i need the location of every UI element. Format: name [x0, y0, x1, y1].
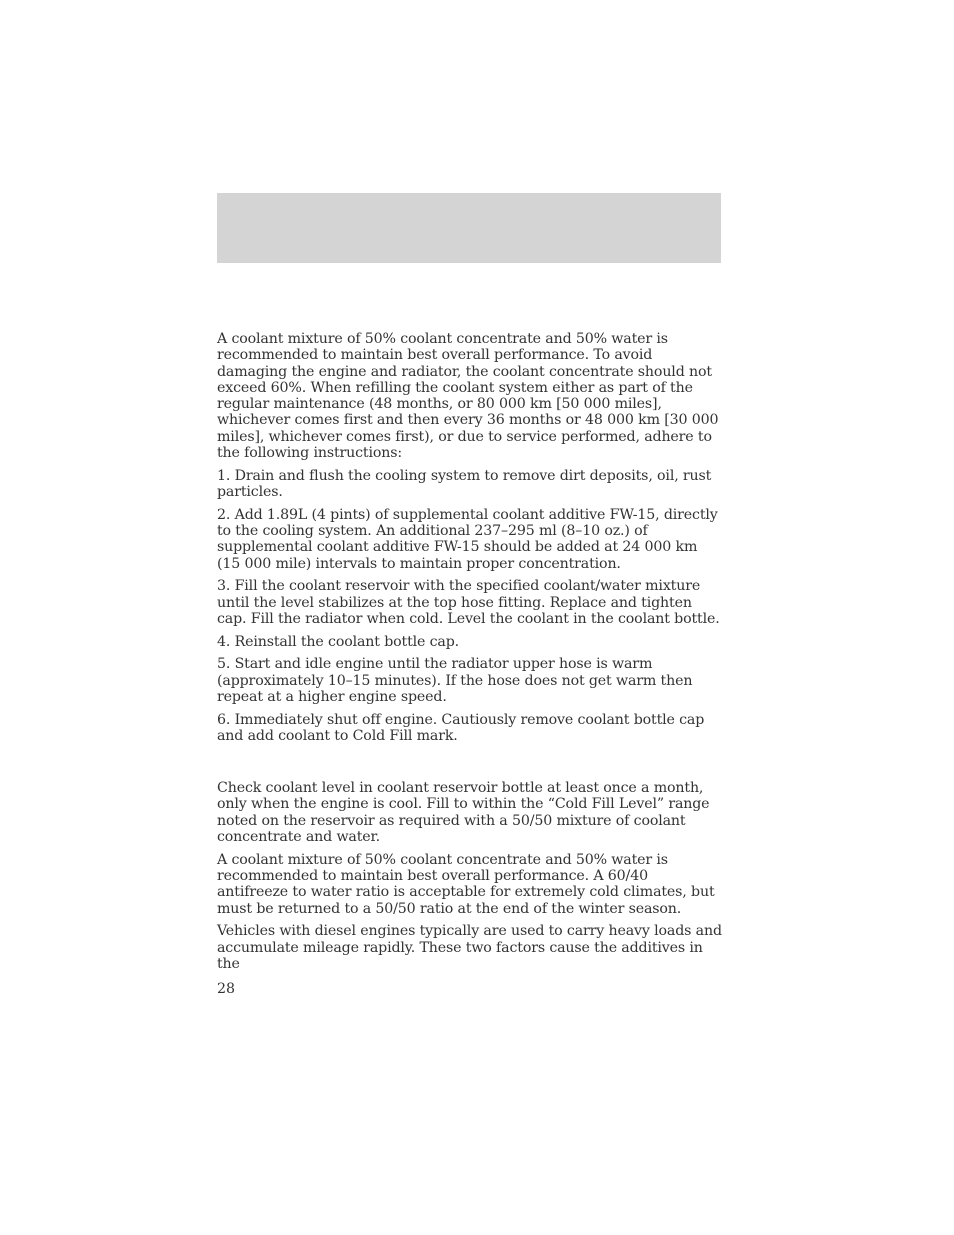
step-6-shut-off: 6. Immediately shut off engine. Cautiously remove coolant bottle cap and add coolant to Cold Fill mark. — [217, 711, 705, 744]
body-text — [217, 331, 723, 979]
step-2-add-additive: 2. Add 1.89L (4 pints) of supplemental coolant additive FW-15, directly to the cooling system. An additional 237–295 ml (8–10 oz.) of supplemental coolant additive FW-15 should be added at 24 000 km (15 000 mile) intervals to maintain proper concentration. — [217, 506, 718, 572]
paragraph-mixture-ratio: A coolant mixture of 50% coolant concentrate and 50% water is recommended to maintain best overall performance. A 60/40 antifreeze to water ratio is acceptable for extremely cold climates, but must be returned to a 50/50 ratio at the end of the winter season. — [217, 851, 715, 917]
step-4-reinstall-cap: 4. Reinstall the coolant bottle cap. — [217, 633, 460, 650]
page-number: 28 — [217, 981, 236, 997]
step-5-start-idle: 5. Start and idle engine until the radiator upper hose is warm (approximately 10–15 minutes). If the hose does not get warm then repeat at a higher engine speed. — [217, 656, 693, 705]
step-1-drain-flush: 1. Drain and flush the cooling system to remove dirt deposits, oil, rust particles. — [217, 467, 712, 501]
paragraph-coolant-mixture: A coolant mixture of 50% coolant concentrate and 50% water is recommended to maintain best overall performance. To avoid damaging the engine and radiator, the coolant concentrate should not exceed 60%. When refilling the coolant system either as part of the regular maintenance (48 months, or 80 000 km [50 000 miles], whichever comes first and then every 36 months or 48 000 km [30 000 miles], whichever comes first), or due to service performed, adhere to the following instructions: — [217, 331, 719, 462]
paragraph-diesel-vehicles: Vehicles with diesel engines typically are used to carry heavy loads and accumulate mileage rapidly. These two factors cause the additives in the — [217, 923, 722, 972]
paragraph-check-level: Check coolant level in coolant reservoir bottle at least once a month, only when the engine is cool. Fill to within the “Cold Fill Level” range noted on the reservoir as required with a 50/50 mixture of coolant concentrate and water. — [217, 780, 710, 846]
step-3-fill-reservoir: 3. Fill the coolant reservoir with the specified coolant/water mixture until the level stabilizes at the top hose fitting. Replace and tighten cap. Fill the radiator when cold. Level the coolant in the coolant bottle. — [217, 578, 720, 627]
section-header-band — [217, 193, 721, 263]
